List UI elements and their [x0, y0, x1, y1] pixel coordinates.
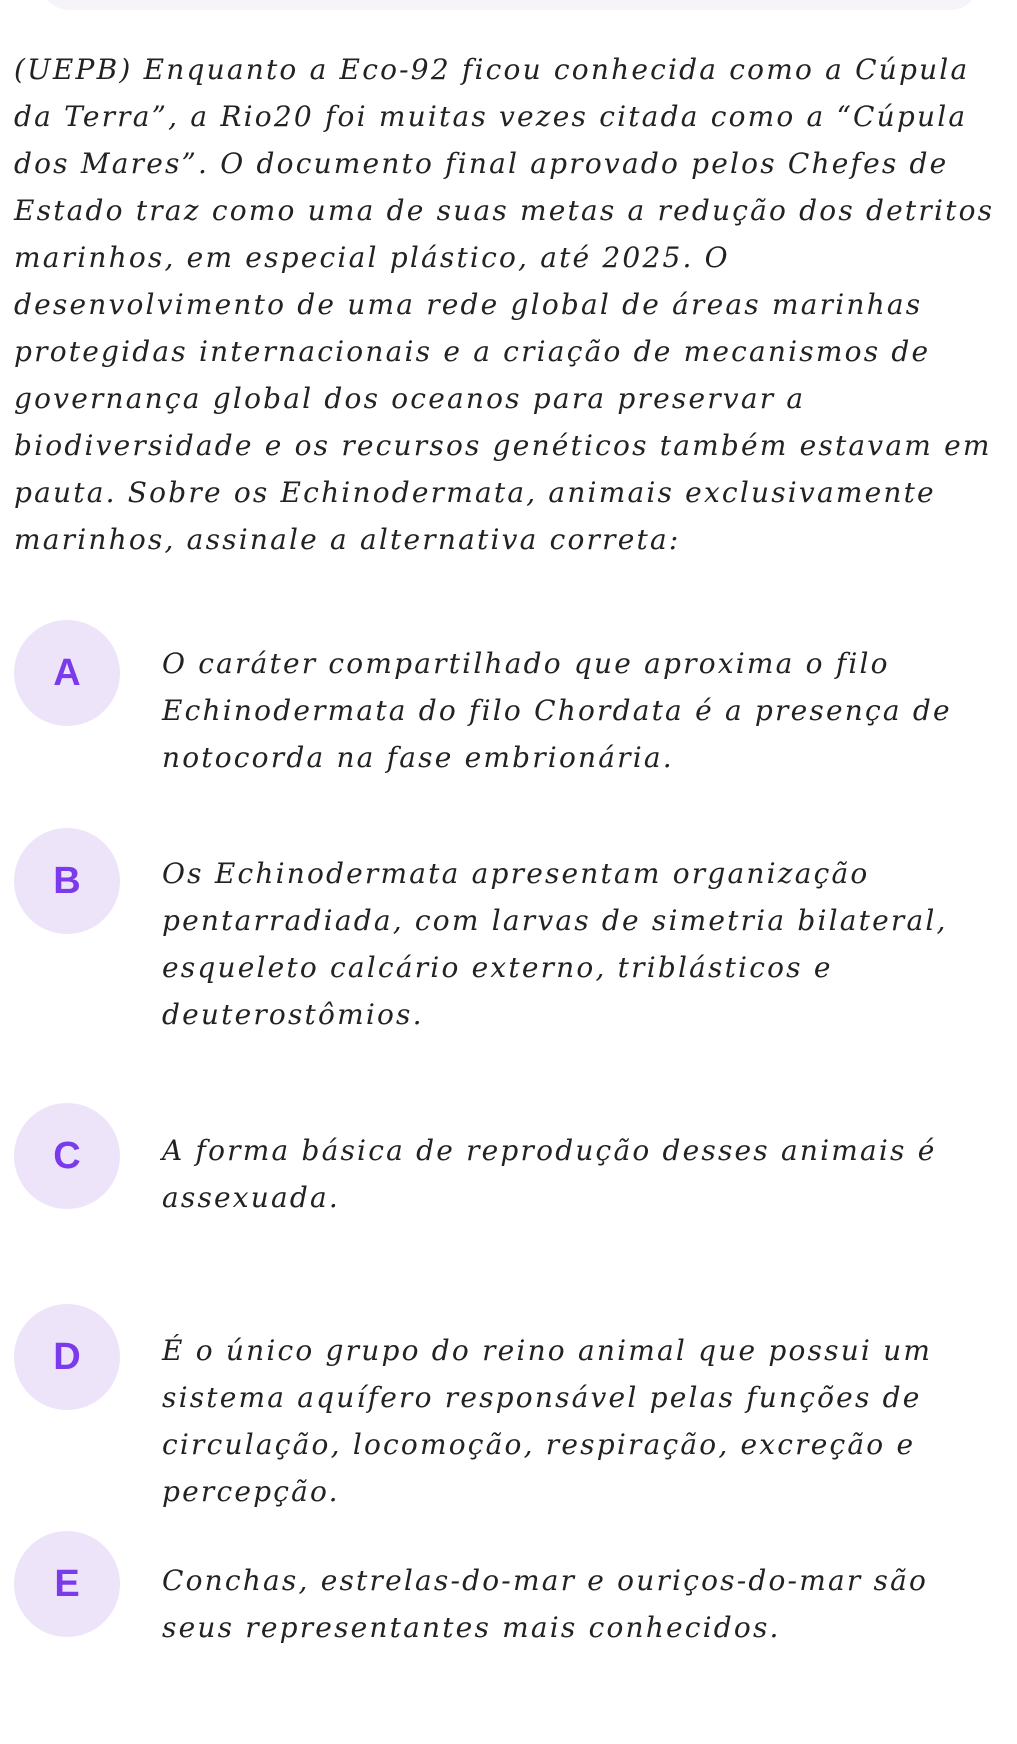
top-bar	[40, 0, 980, 10]
option-term: Echinodermata	[162, 694, 408, 727]
option-text-part: Os	[162, 857, 215, 890]
option-letter-b[interactable]: B	[14, 828, 120, 934]
option-letter-d[interactable]: D	[14, 1304, 120, 1410]
option-e[interactable]	[14, 1531, 1010, 1651]
option-text-e[interactable]	[162, 1557, 1002, 1651]
option-c[interactable]	[14, 1103, 1010, 1221]
option-letter-c[interactable]: C	[14, 1103, 120, 1209]
option-text-part: O caráter compartilhado que aproxima o filo	[162, 647, 890, 680]
option-text-part: Conchas, estrelas-do-mar e ouriços-do-mar são seus representantes mais conhecidos.	[162, 1564, 929, 1644]
option-term: Chordata	[534, 694, 684, 727]
option-text-d[interactable]	[162, 1327, 1002, 1515]
option-text-part: É o único grupo do reino animal que possui um sistema aquífero responsável pelas funções de circulação, locomoção, respiração, excreção e percepção.	[162, 1334, 933, 1508]
option-letter-a[interactable]: A	[14, 620, 120, 726]
option-text-part: é a presença de notocorda na fase embrionária.	[162, 694, 952, 774]
option-text-b[interactable]	[162, 850, 1002, 1038]
question-text-part: (UEPB) Enquanto a Eco-92 ficou conhecida como a Cúpula da Terra”, a Rio20 foi muitas vezes citada como a “Cúpula dos Mares”. O documento final aprovado pelos Chefes de Estado traz como uma de suas metas a redução dos detritos marinhos, em especial plástico, até 2025. O desenvolvimento de uma rede global de áreas marinhas protegidas internacionais e a criação de mecanismos de governança global dos oceanos para preservar a biodiversidade e os recursos genéticos também estavam em pauta. Sobre os	[14, 53, 995, 509]
question-text-part: , animais exclusivamente marinhos, assinale a alternativa correta:	[14, 476, 936, 556]
option-term: Echinodermata	[214, 857, 461, 890]
option-b[interactable]	[14, 828, 1010, 1038]
option-text-c[interactable]	[162, 1127, 1002, 1221]
option-d[interactable]	[14, 1304, 1010, 1515]
option-text-part: do filo	[407, 694, 535, 727]
option-text-part: apresentam organização pentarradiada, com larvas de simetria bilateral, esqueleto calcário externo, triblásticos e deuterostômios.	[162, 857, 948, 1031]
question-term: Echinodermata	[280, 476, 527, 509]
option-a[interactable]	[14, 620, 1010, 781]
option-text-a[interactable]	[162, 640, 1002, 781]
option-letter-e[interactable]: E	[14, 1531, 120, 1637]
question-text	[14, 46, 1010, 563]
option-text-part: A forma básica de reprodução desses animais é assexuada.	[162, 1134, 937, 1214]
